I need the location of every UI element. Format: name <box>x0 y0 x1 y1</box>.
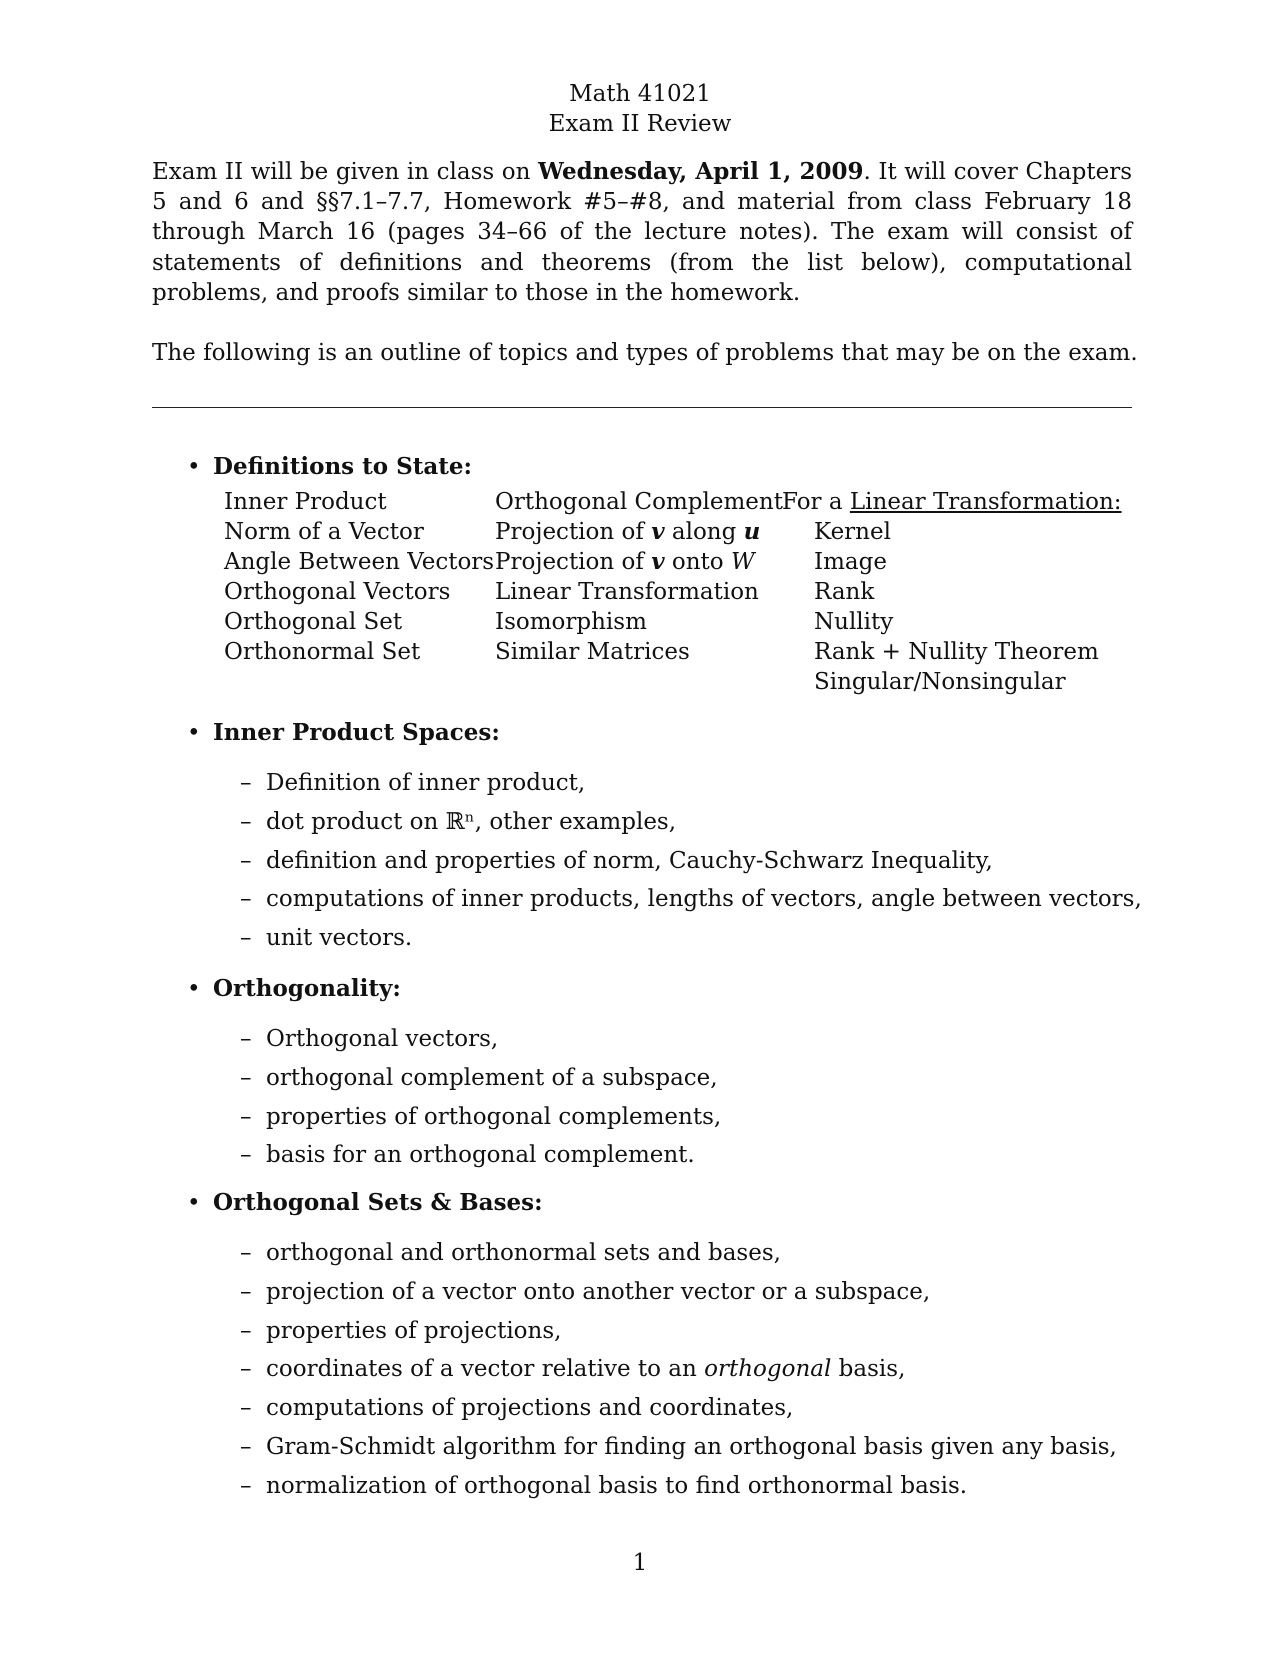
list-item-text: normalization of orthogonal basis to find orthonormal basis. <box>266 1472 968 1499</box>
definition-item: Image <box>814 549 887 575</box>
dash-icon: – <box>240 770 252 796</box>
dash-icon: – <box>240 1278 252 1305</box>
definition-item: Nullity <box>814 609 894 635</box>
list-item-text: properties of orthogonal complements, <box>266 1103 722 1130</box>
list-item <box>240 1273 1117 1312</box>
dash-icon: – <box>240 1472 252 1499</box>
definition-item: Norm of a Vector <box>224 519 424 545</box>
list-item-text: basis for an orthogonal complement. <box>266 1142 695 1169</box>
bullet-icon: • <box>187 976 201 1002</box>
exam-date: Wednesday, April 1, 2009 <box>538 158 864 185</box>
list-item-text: properties of projections, <box>266 1317 562 1344</box>
section-definitions-title <box>187 452 472 482</box>
definition-item: Orthogonal Vectors <box>224 579 451 605</box>
list-item-text: orthogonal and orthonormal sets and bases, <box>266 1240 781 1266</box>
list-item-text: unit vectors. <box>266 925 413 952</box>
intro-text: Exam II will be given in class on <box>152 159 538 185</box>
dash-icon: – <box>240 1026 252 1052</box>
section-orthogonality-title <box>187 974 401 1004</box>
list-item-text: Definition of inner product, <box>266 770 586 796</box>
list-item <box>240 842 1142 881</box>
def-text: Projection of <box>495 519 652 545</box>
def-text: onto <box>664 549 731 575</box>
course-number: Math 41021 <box>569 81 711 107</box>
list-item-text: computations of inner products, lengths of vectors, angle between vectors, <box>266 886 1142 913</box>
page-number: 1 <box>632 1550 648 1576</box>
definition-item: Kernel <box>814 519 891 545</box>
list-item-text: orthogonal complement of a subspace, <box>266 1064 718 1091</box>
list-item-text: projection of a vector onto another vector or a subspace, <box>266 1278 931 1305</box>
vector-u: u <box>743 518 761 545</box>
inner-product-list <box>240 764 1142 958</box>
list-item <box>240 1389 1117 1428</box>
list-item-text: dot product on ℝⁿ, other examples, <box>266 808 677 835</box>
definitions-column-1 <box>224 487 494 667</box>
intro-text-cont: . It will cover Chapters 5 and 6 and §§7.1–7.7, Homework #5–#8, and material from class February 18 through March 16 (pages 34–66 of the lecture notes). The exam will consist of statements of definitions and theorems (from the list below), computational problems, and proofs similar to those in the homework. <box>152 159 1132 306</box>
dash-icon: – <box>240 1142 252 1169</box>
list-item-text: Gram-Schmidt algorithm for finding an orthogonal basis given any basis, <box>266 1433 1117 1460</box>
list-item <box>240 1098 721 1137</box>
def-text: Projection of <box>495 549 652 575</box>
dash-icon: – <box>240 925 252 952</box>
emphasis-text: orthogonal <box>704 1356 832 1383</box>
section-inner-product-title <box>187 718 500 748</box>
orthogonality-list <box>240 1020 721 1175</box>
section-title-text: Orthogonal Sets & Bases: <box>213 1189 543 1216</box>
orthogonal-sets-list <box>240 1234 1117 1506</box>
list-item-text: Orthogonal vectors, <box>266 1026 499 1052</box>
list-item <box>240 880 1142 919</box>
list-item-text: computations of projections and coordinates, <box>266 1395 794 1422</box>
definition-item: Angle Between Vectors <box>224 549 495 575</box>
section-title-text: Definitions to State: <box>213 453 472 480</box>
dash-icon: – <box>240 1433 252 1460</box>
dash-icon: – <box>240 1356 252 1383</box>
list-item <box>240 1428 1117 1467</box>
definition-item: Singular/Nonsingular <box>814 669 1066 695</box>
section-title-text: Inner Product Spaces: <box>213 719 500 746</box>
linear-transformation-heading <box>782 487 1122 517</box>
subspace-w: W <box>730 549 755 575</box>
list-item <box>240 803 1142 842</box>
section-orthogonal-sets-title <box>187 1188 543 1218</box>
horizontal-rule <box>152 407 1132 408</box>
list-item-text: basis, <box>831 1356 906 1383</box>
document-title: Exam II Review <box>548 111 732 137</box>
definitions-column-2 <box>495 487 783 667</box>
section-title-text: Orthogonality: <box>213 975 401 1002</box>
vector-v: v <box>651 548 665 575</box>
definition-item: Rank + Nullity Theorem <box>814 639 1099 665</box>
dash-icon: – <box>240 1103 252 1130</box>
list-item <box>240 1136 721 1175</box>
intro-paragraph <box>152 157 1132 308</box>
list-item <box>240 919 1142 958</box>
definition-item: Similar Matrices <box>495 639 690 665</box>
list-item <box>240 1059 721 1098</box>
list-item-text: coordinates of a vector relative to an <box>266 1356 705 1383</box>
dash-icon: – <box>240 1240 252 1266</box>
definition-item: Inner Product <box>224 489 387 515</box>
list-item <box>240 1312 1117 1351</box>
list-item <box>240 1020 721 1059</box>
definition-item: Isomorphism <box>495 609 647 635</box>
vector-v: v <box>651 518 665 545</box>
definition-item <box>495 517 783 547</box>
document-header <box>0 79 1280 139</box>
definitions-column-3 <box>782 487 1122 697</box>
dash-icon: – <box>240 1317 252 1344</box>
dash-icon: – <box>240 886 252 913</box>
list-item <box>240 1467 1117 1506</box>
bullet-icon: • <box>187 1190 201 1216</box>
list-item <box>240 1234 1117 1273</box>
outline-intro: The following is an outline of topics and types of problems that may be on the exam. <box>152 340 1138 366</box>
def-text: along <box>664 519 744 545</box>
definition-item <box>495 547 783 577</box>
definition-item: Rank <box>814 579 875 605</box>
list-item <box>240 1350 1117 1389</box>
def-heading: Linear Transformation: <box>849 489 1122 515</box>
definition-item: Orthogonal Complement <box>495 489 783 515</box>
definition-item: Linear Transformation <box>495 579 759 605</box>
list-item <box>240 764 1142 803</box>
dash-icon: – <box>240 1064 252 1091</box>
bullet-icon: • <box>187 720 201 746</box>
def-text: For a <box>782 489 850 515</box>
definition-item: Orthonormal Set <box>224 639 421 665</box>
dash-icon: – <box>240 1395 252 1422</box>
list-item-text: definition and properties of norm, Cauchy-Schwarz Inequality, <box>266 847 993 874</box>
bullet-icon: • <box>187 454 201 480</box>
dash-icon: – <box>240 808 252 835</box>
dash-icon: – <box>240 847 252 874</box>
definition-item: Orthogonal Set <box>224 609 403 635</box>
